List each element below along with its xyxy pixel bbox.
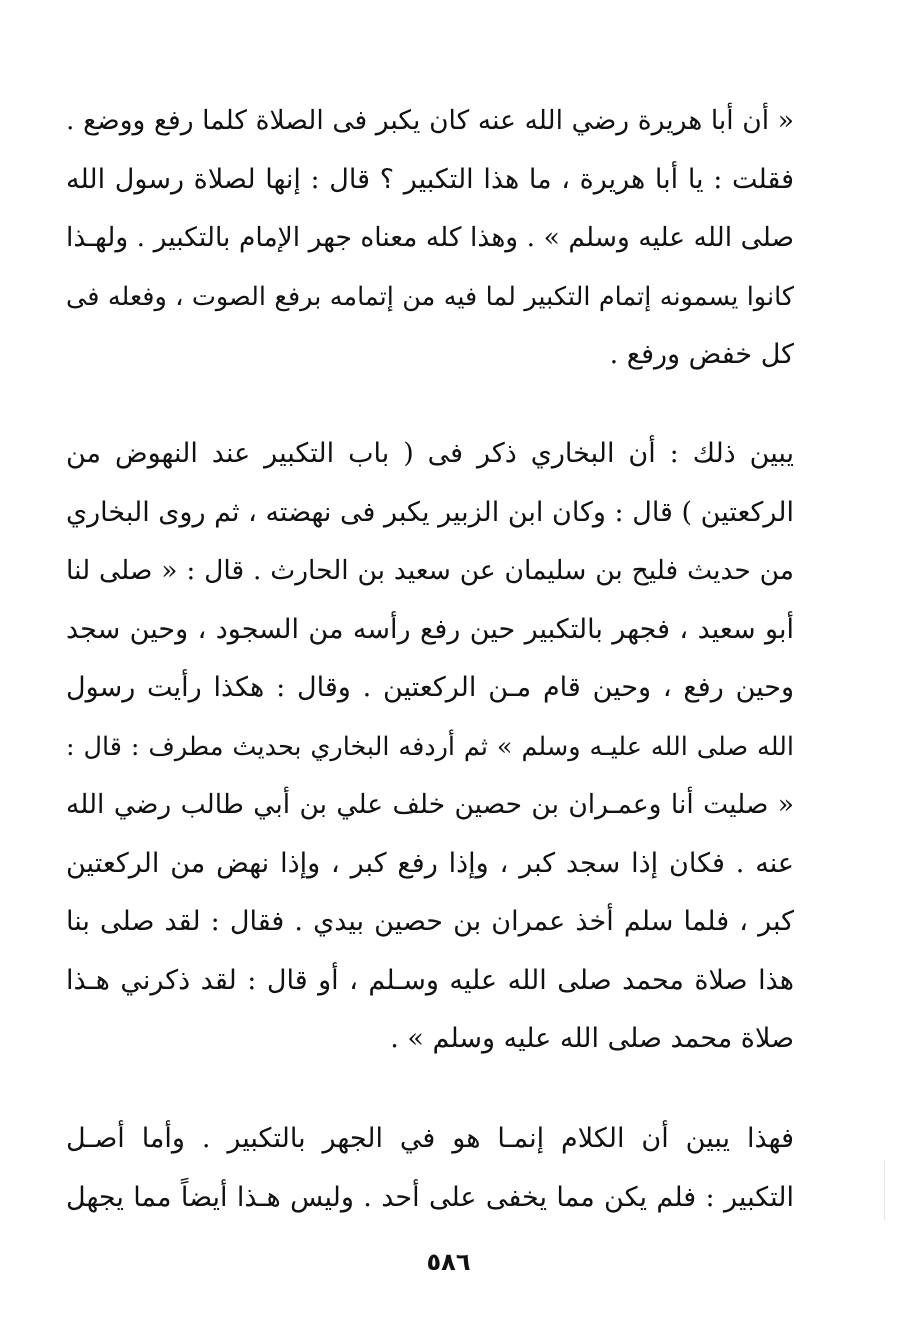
paragraph-line: فقلت : يا أبا هريرة ، ما هذا التكبير ؟ قال : إنها لصلاة رسول الله <box>66 163 794 195</box>
paragraph-3 <box>66 1110 794 1227</box>
paragraph-1 <box>66 92 794 385</box>
paragraph-line: كانوا يسمونه إتمام التكبير لما فيه من إتمامه برفع الصوت ، وفعله فى <box>66 281 794 312</box>
paragraph-line: فهذا يبين أن الكلام إنمـا هو في الجهر بالتكبير . وأما أصـل <box>66 1123 794 1154</box>
paragraph-line: التكبير : فلم يكن مما يخفى على أحد . وليس هـذا أيضاً مما يجهل <box>66 1181 794 1213</box>
paragraph-line: من حديث فليح بن سليمان عن سعيد بن الحارث . قال : « صلى لنا <box>66 555 794 586</box>
paragraph-line: عنه . فكان إذا سجد كبر ، وإذا رفع كبر ، وإذا نهض من الركعتين <box>66 847 794 879</box>
paragraph-line: يبين ذلك : أن البخاري ذكر فى ( باب التكبير عند النهوض من <box>66 438 794 469</box>
paragraph-line: الركعتين ) قال : وكان ابن الزبير يكبر فى نهضته ، ثم روى البخاري <box>66 496 794 528</box>
paragraph-line: الله صلى الله عليـه وسلم » ثم أردفه البخاري بحديث مطرف : قال : <box>66 731 794 762</box>
paragraph-line: كبر ، فلما سلم أخذ عمران بن حصين بيدي . فقال : لقد صلى بنا <box>66 906 794 937</box>
paragraph-line: كل خفض ورفع . <box>609 339 794 370</box>
paragraph-2 <box>66 425 794 1069</box>
paragraph-line: وحين رفع ، وحين قام مـن الركعتين . وقال : هكذا رأيت رسول <box>66 672 794 703</box>
paragraph-line: هذا صلاة محمد صلى الله عليه وسـلم ، أو قال : لقد ذكرني هـذا <box>66 964 794 996</box>
paragraph-line: « أن أبا هريرة رضي الله عنه كان يكبر فى الصلاة كلما رفع ووضع . <box>66 105 794 136</box>
scan-artifact <box>884 1160 885 1220</box>
paragraph-line: « صليت أنا وعمـران بن حصين خلف علي بن أبي طالب رضي الله <box>66 789 794 820</box>
paragraph-line: صلاة محمد صلى الله عليه وسلم » . <box>390 1023 794 1054</box>
paragraph-line: أبو سعيد ، فجهر بالتكبير حين رفع رأسه من السجود ، وحين سجد <box>66 613 794 645</box>
page-number: ٥٨٦ <box>426 1248 471 1276</box>
paragraph-line: صلى الله عليه وسلم » . وهذا كله معناه جهر الإمام بالتكبير . ولهـذا <box>66 222 794 253</box>
